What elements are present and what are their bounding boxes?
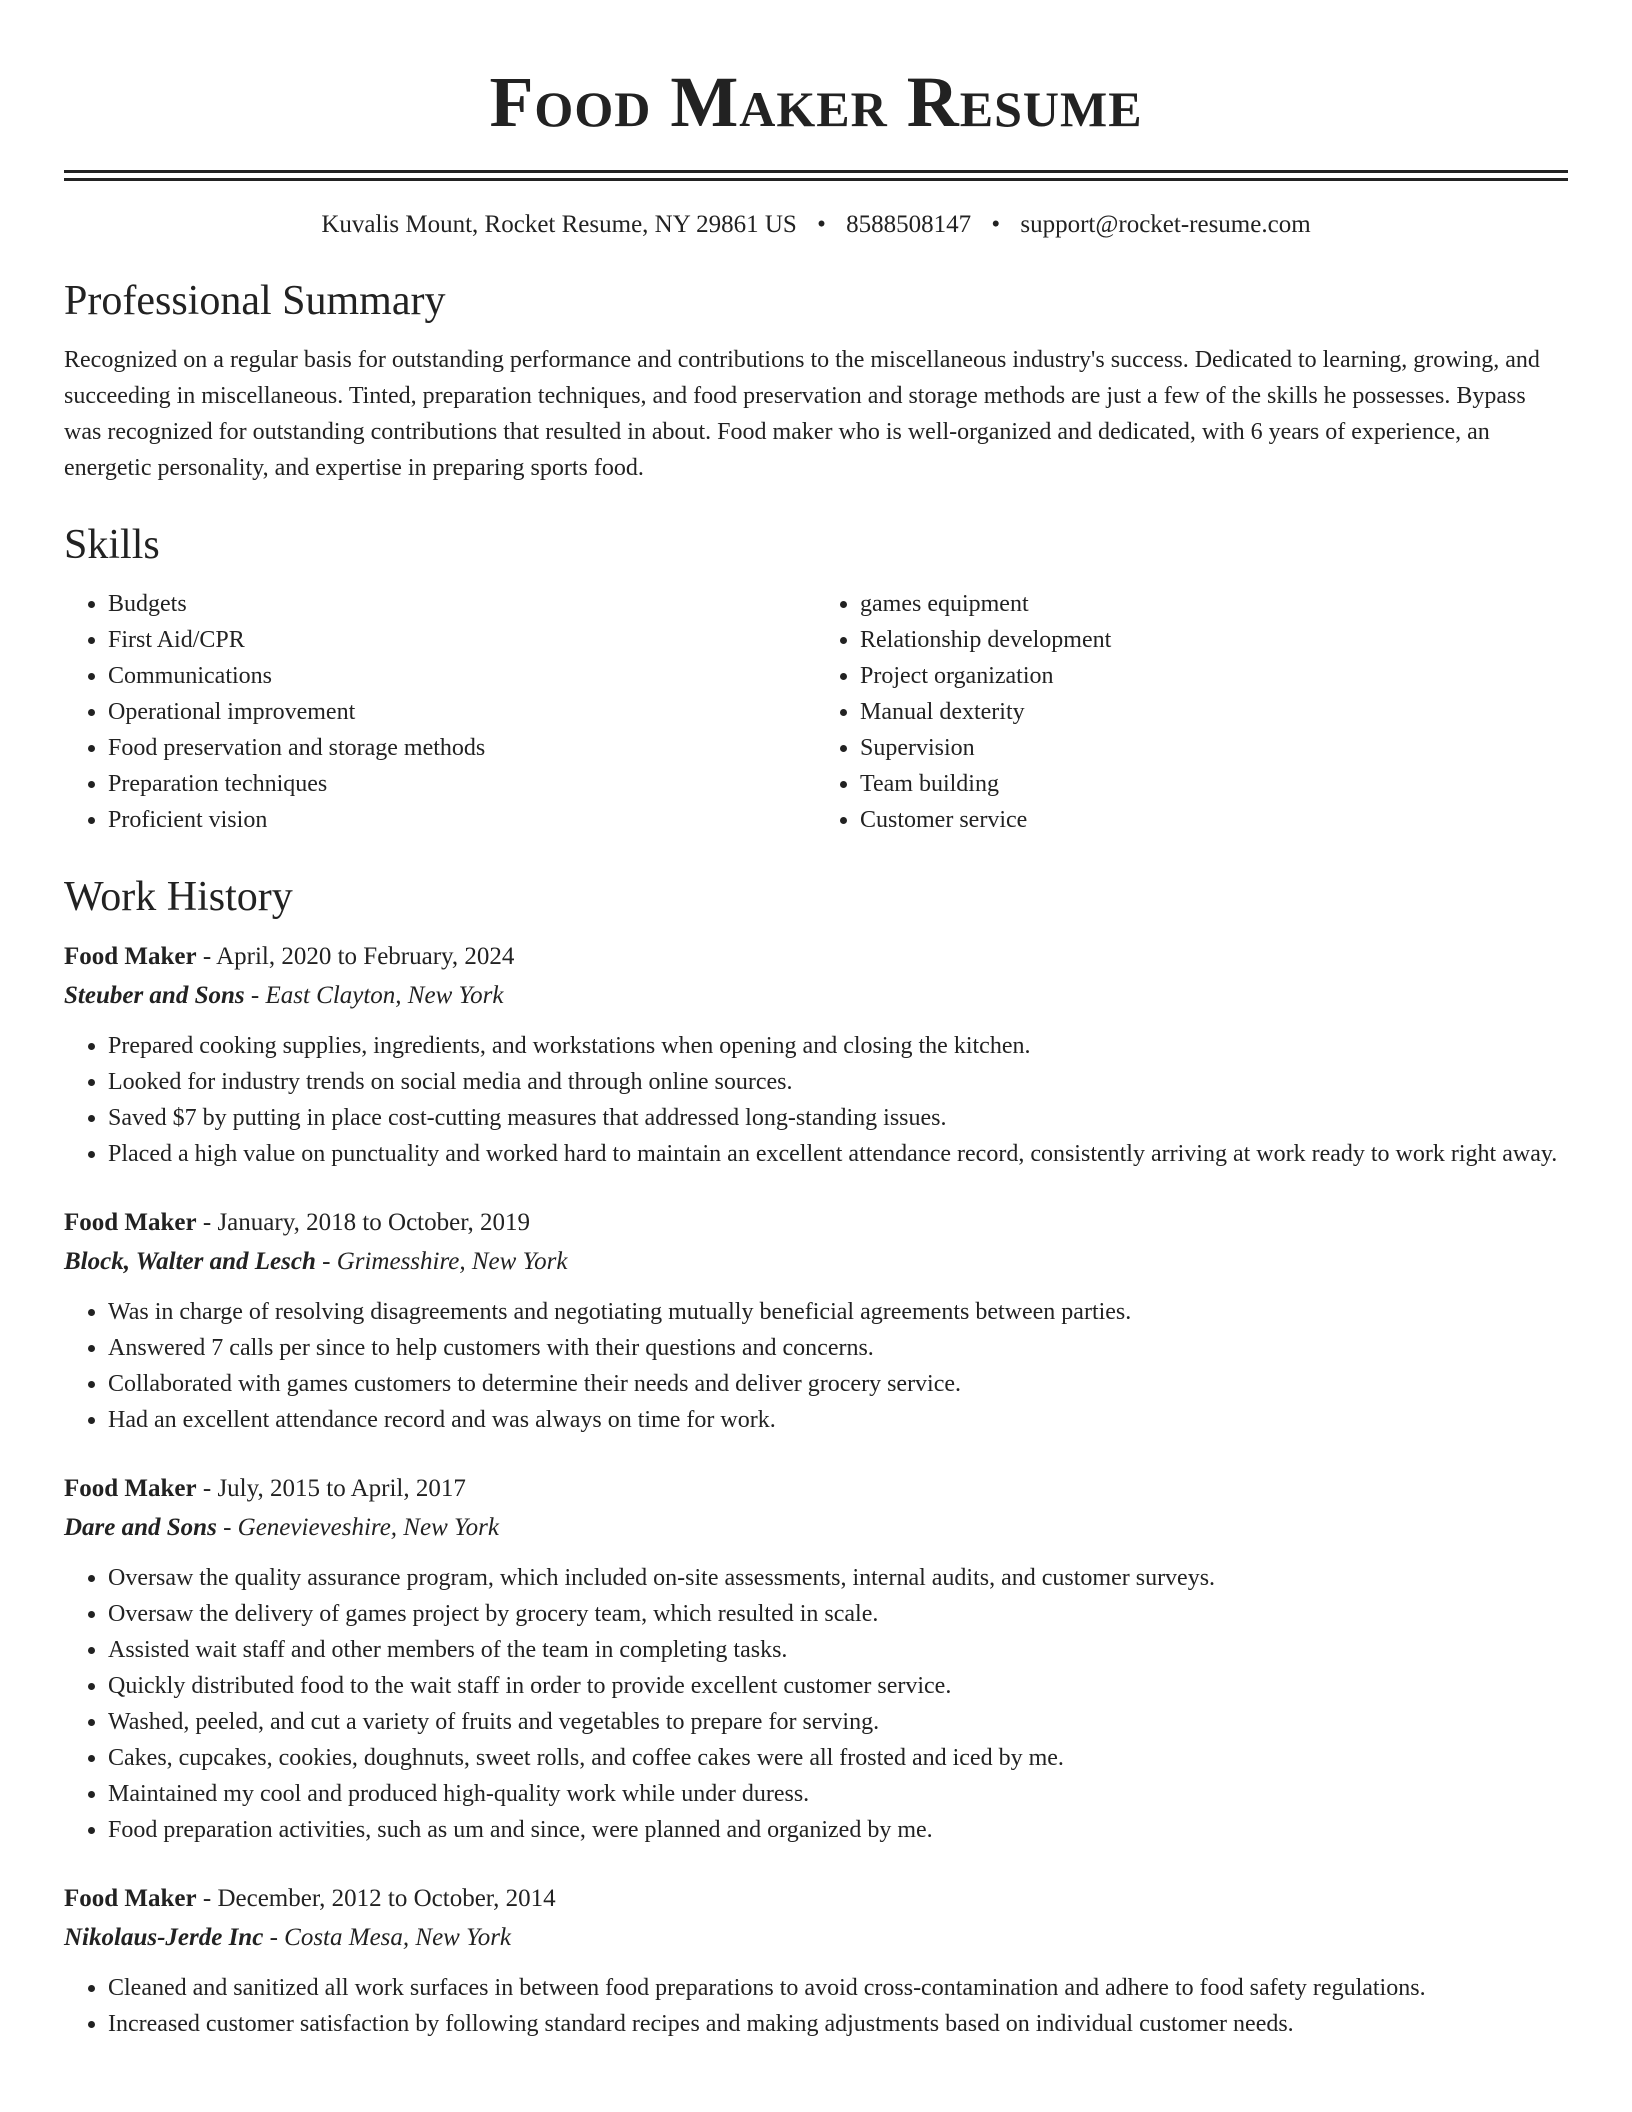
company-location: East Clayton, New York xyxy=(265,982,504,1010)
skill-item: • Proficient vision xyxy=(108,802,816,838)
job-title-line xyxy=(64,1470,1568,1508)
skill-item: • Operational improvement xyxy=(108,694,816,730)
resume-title: Food Maker Resume xyxy=(489,62,1143,142)
skill-item: • Project organization xyxy=(860,658,1568,694)
duty-item: • Looked for industry trends on social media and through online sources. xyxy=(108,1064,1568,1100)
skill-item: • Budgets xyxy=(108,586,816,622)
contact-email: support@rocket-resume.com xyxy=(1020,211,1311,238)
job-title-line xyxy=(64,1204,1568,1242)
dash: - xyxy=(196,1475,218,1503)
duty-item: • Cakes, cupcakes, cookies, doughnuts, sweet rolls, and coffee cakes were all frosted and iced by me. xyxy=(108,1740,1568,1776)
duty-item: • Maintained my cool and produced high-quality work while under duress. xyxy=(108,1776,1568,1812)
dash: - xyxy=(196,943,217,971)
duty-item: • Washed, peeled, and cut a variety of fruits and vegetables to prepare for serving. xyxy=(108,1704,1568,1740)
summary-text: Recognized on a regular basis for outstanding performance and contributions to the miscellaneous industry's success. Dedicated to learning, growing, and succeeding in miscellaneous. Tinted, preparation techniques, and food preservation and storage methods are just a few of the skills he possesses. Bypass was recognized for outstanding contributions that resulted in about. Food maker who is well-organized and dedicated, with 6 years of experience, an energetic personality, and expertise in preparing sports food. xyxy=(64,346,1540,481)
contact-line xyxy=(64,209,1568,242)
title-divider xyxy=(64,170,1568,181)
job-dates: July, 2015 to April, 2017 xyxy=(217,1475,466,1503)
duty-item: • Food preparation activities, such as um and since, were planned and organized by me. xyxy=(108,1812,1568,1848)
company-name: Steuber and Sons xyxy=(64,982,245,1010)
company-line xyxy=(64,1242,1568,1282)
company-location: Genevieveshire, New York xyxy=(237,1514,499,1542)
duty-item: • Assisted wait staff and other members of the team in completing tasks. xyxy=(108,1632,1568,1668)
skills-list-right xyxy=(816,586,1568,838)
work-history-section xyxy=(64,874,1568,2042)
job-title-line xyxy=(64,1880,1568,1918)
company-location: Costa Mesa, New York xyxy=(284,1924,512,1952)
skill-item: • Preparation techniques xyxy=(108,766,816,802)
job-title: Food Maker xyxy=(64,943,197,971)
job-duties xyxy=(64,1294,1568,1438)
dash: - xyxy=(315,1248,337,1276)
dash: - xyxy=(196,1885,218,1913)
duty-item: • Prepared cooking supplies, ingredients, and workstations when opening and closing the kitchen. xyxy=(108,1028,1568,1064)
job-dates: December, 2012 to October, 2014 xyxy=(217,1885,556,1913)
skill-item: • Customer service xyxy=(860,802,1568,838)
skill-item: • Food preservation and storage methods xyxy=(108,730,816,766)
job-duties xyxy=(64,1970,1568,2042)
skill-item: • Supervision xyxy=(860,730,1568,766)
job-entry xyxy=(64,1470,1568,1848)
skill-item: • games equipment xyxy=(860,586,1568,622)
job-dates: January, 2018 to October, 2019 xyxy=(217,1209,531,1237)
job-duties xyxy=(64,1560,1568,1848)
duty-item: • Was in charge of resolving disagreements and negotiating mutually beneficial agreements between parties. xyxy=(108,1294,1568,1330)
job-entry xyxy=(64,1204,1568,1438)
company-name: Dare and Sons xyxy=(64,1514,217,1542)
job-entry xyxy=(64,1880,1568,2042)
skills-columns xyxy=(64,586,1568,838)
job-title: Food Maker xyxy=(64,1209,197,1237)
contact-separator: • xyxy=(817,211,826,238)
dash: - xyxy=(196,1209,218,1237)
contact-address: Kuvalis Mount, Rocket Resume, NY 29861 US xyxy=(321,211,797,238)
company-location: Grimesshire, New York xyxy=(336,1248,568,1276)
dash: - xyxy=(263,1924,285,1952)
company-name: Block, Walter and Lesch xyxy=(64,1248,316,1276)
duty-item: • Placed a high value on punctuality and worked hard to maintain an excellent attendance record, consistently arriving at work ready to work right away. xyxy=(108,1136,1568,1172)
summary-heading: Professional Summary xyxy=(64,277,446,324)
skills-section xyxy=(64,522,1568,838)
duty-item: • Oversaw the quality assurance program, which included on-site assessments, internal audits, and customer surveys. xyxy=(108,1560,1568,1596)
contact-separator: • xyxy=(991,211,1001,238)
skill-item: • First Aid/CPR xyxy=(108,622,816,658)
work-history-heading: Work History xyxy=(64,873,293,920)
duty-item: • Quickly distributed food to the wait staff in order to provide excellent customer service. xyxy=(108,1668,1568,1704)
dash: - xyxy=(244,982,266,1010)
duty-item: • Saved $7 by putting in place cost-cutting measures that addressed long-standing issues. xyxy=(108,1100,1568,1136)
duty-item: • Answered 7 calls per since to help customers with their questions and concerns. xyxy=(108,1330,1568,1366)
skills-list-left xyxy=(64,586,816,838)
company-name: Nikolaus-Jerde Inc xyxy=(64,1924,264,1952)
contact-phone: 8588508147 xyxy=(846,211,972,238)
job-title-line xyxy=(64,938,1568,976)
company-line xyxy=(64,976,1568,1016)
duty-item: • Had an excellent attendance record and was always on time for work. xyxy=(108,1402,1568,1438)
skill-item: • Team building xyxy=(860,766,1568,802)
skills-heading: Skills xyxy=(64,521,160,568)
job-title: Food Maker xyxy=(64,1885,197,1913)
duty-item: • Increased customer satisfaction by following standard recipes and making adjustments based on individual customer needs. xyxy=(108,2006,1568,2042)
skill-item: • Relationship development xyxy=(860,622,1568,658)
job-dates: April, 2020 to February, 2024 xyxy=(216,943,515,971)
company-line xyxy=(64,1508,1568,1548)
duty-item: • Cleaned and sanitized all work surfaces in between food preparations to avoid cross-contamination and adhere to food safety regulations. xyxy=(108,1970,1568,2006)
skill-item: • Communications xyxy=(108,658,816,694)
job-entry xyxy=(64,938,1568,1172)
job-duties xyxy=(64,1028,1568,1172)
dash: - xyxy=(216,1514,238,1542)
duty-item: • Collaborated with games customers to determine their needs and deliver grocery service. xyxy=(108,1366,1568,1402)
duty-item: • Oversaw the delivery of games project by grocery team, which resulted in scale. xyxy=(108,1596,1568,1632)
company-line xyxy=(64,1918,1568,1958)
job-title: Food Maker xyxy=(64,1475,197,1503)
summary-section xyxy=(64,278,1568,486)
skill-item: • Manual dexterity xyxy=(860,694,1568,730)
